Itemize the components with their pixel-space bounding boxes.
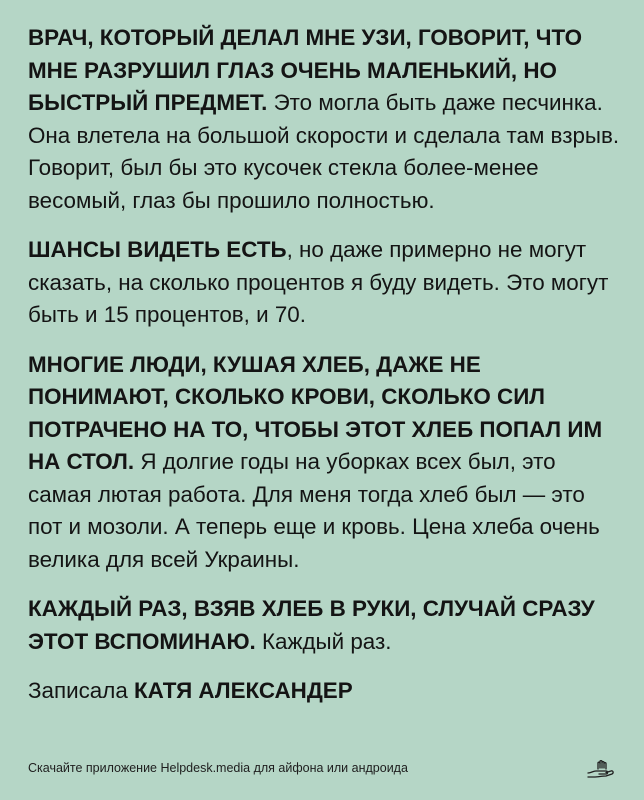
paragraph-3-text: Я долгие годы на уборках всех был, это самая лютая работа. Для меня тогда хлеб был — это пот и мозоли. А теперь еще и кровь. Цена хлеба очень велика для всей Украины. [28,449,600,572]
paragraph-4-lead: КАЖДЫЙ РАЗ, ВЗЯВ ХЛЕБ В РУКИ, СЛУЧАЙ СРАЗУ ЭТОТ ВСПОМИНАЮ. [28,596,595,654]
paragraph-2 [28,234,620,332]
paragraph-2-lead: ШАНСЫ ВИДЕТЬ ЕСТЬ [28,237,287,262]
paragraph-1-lead: ВРАЧ, КОТОРЫЙ ДЕЛАЛ МНЕ УЗИ, ГОВОРИТ, ЧТО МНЕ РАЗРУШИЛ ГЛАЗ ОЧЕНЬ МАЛЕНЬКИЙ, НО БЫСТРЫЙ ПРЕДМЕТ. [28,25,583,115]
paragraph-1-text: Это могла быть даже песчинка. Она влетела на большой скорости и сделала там взрыв. Говорит, был бы это кусочек стекла более-менее весомый, глаз бы прошило полностью. [28,90,620,213]
paragraph-1 [28,22,620,217]
footer-app-promo[interactable]: Скачайте приложение Helpdesk.media для айфона или андроида [28,761,408,775]
paragraph-3 [28,349,620,577]
paragraph-3-lead: МНОГИЕ ЛЮДИ, КУШАЯ ХЛЕБ, ДАЖЕ НЕ ПОНИМАЮТ, СКОЛЬКО КРОВИ, СКОЛЬКО СИЛ ПОТРАЧЕНО НА ТО, ЧТОБЫ ЭТОТ ХЛЕБ ПОПАЛ ИМ НА СТОЛ. [28,351,603,474]
article-body [28,22,620,708]
footer [28,756,618,780]
credit-prefix: Записала [28,678,134,703]
helpdesk-hand-logo-icon[interactable] [584,757,618,779]
paragraph-2-text: , но даже примерно не могут сказать, на сколько процентов я буду видеть. Это могут быть и 15 процентов, и 70. [28,237,609,327]
paragraph-4-text: Каждый раз. [255,628,392,654]
author-credit [28,675,620,708]
credit-author: КАТЯ АЛЕКСАНДЕР [134,678,353,703]
paragraph-4 [28,593,620,658]
